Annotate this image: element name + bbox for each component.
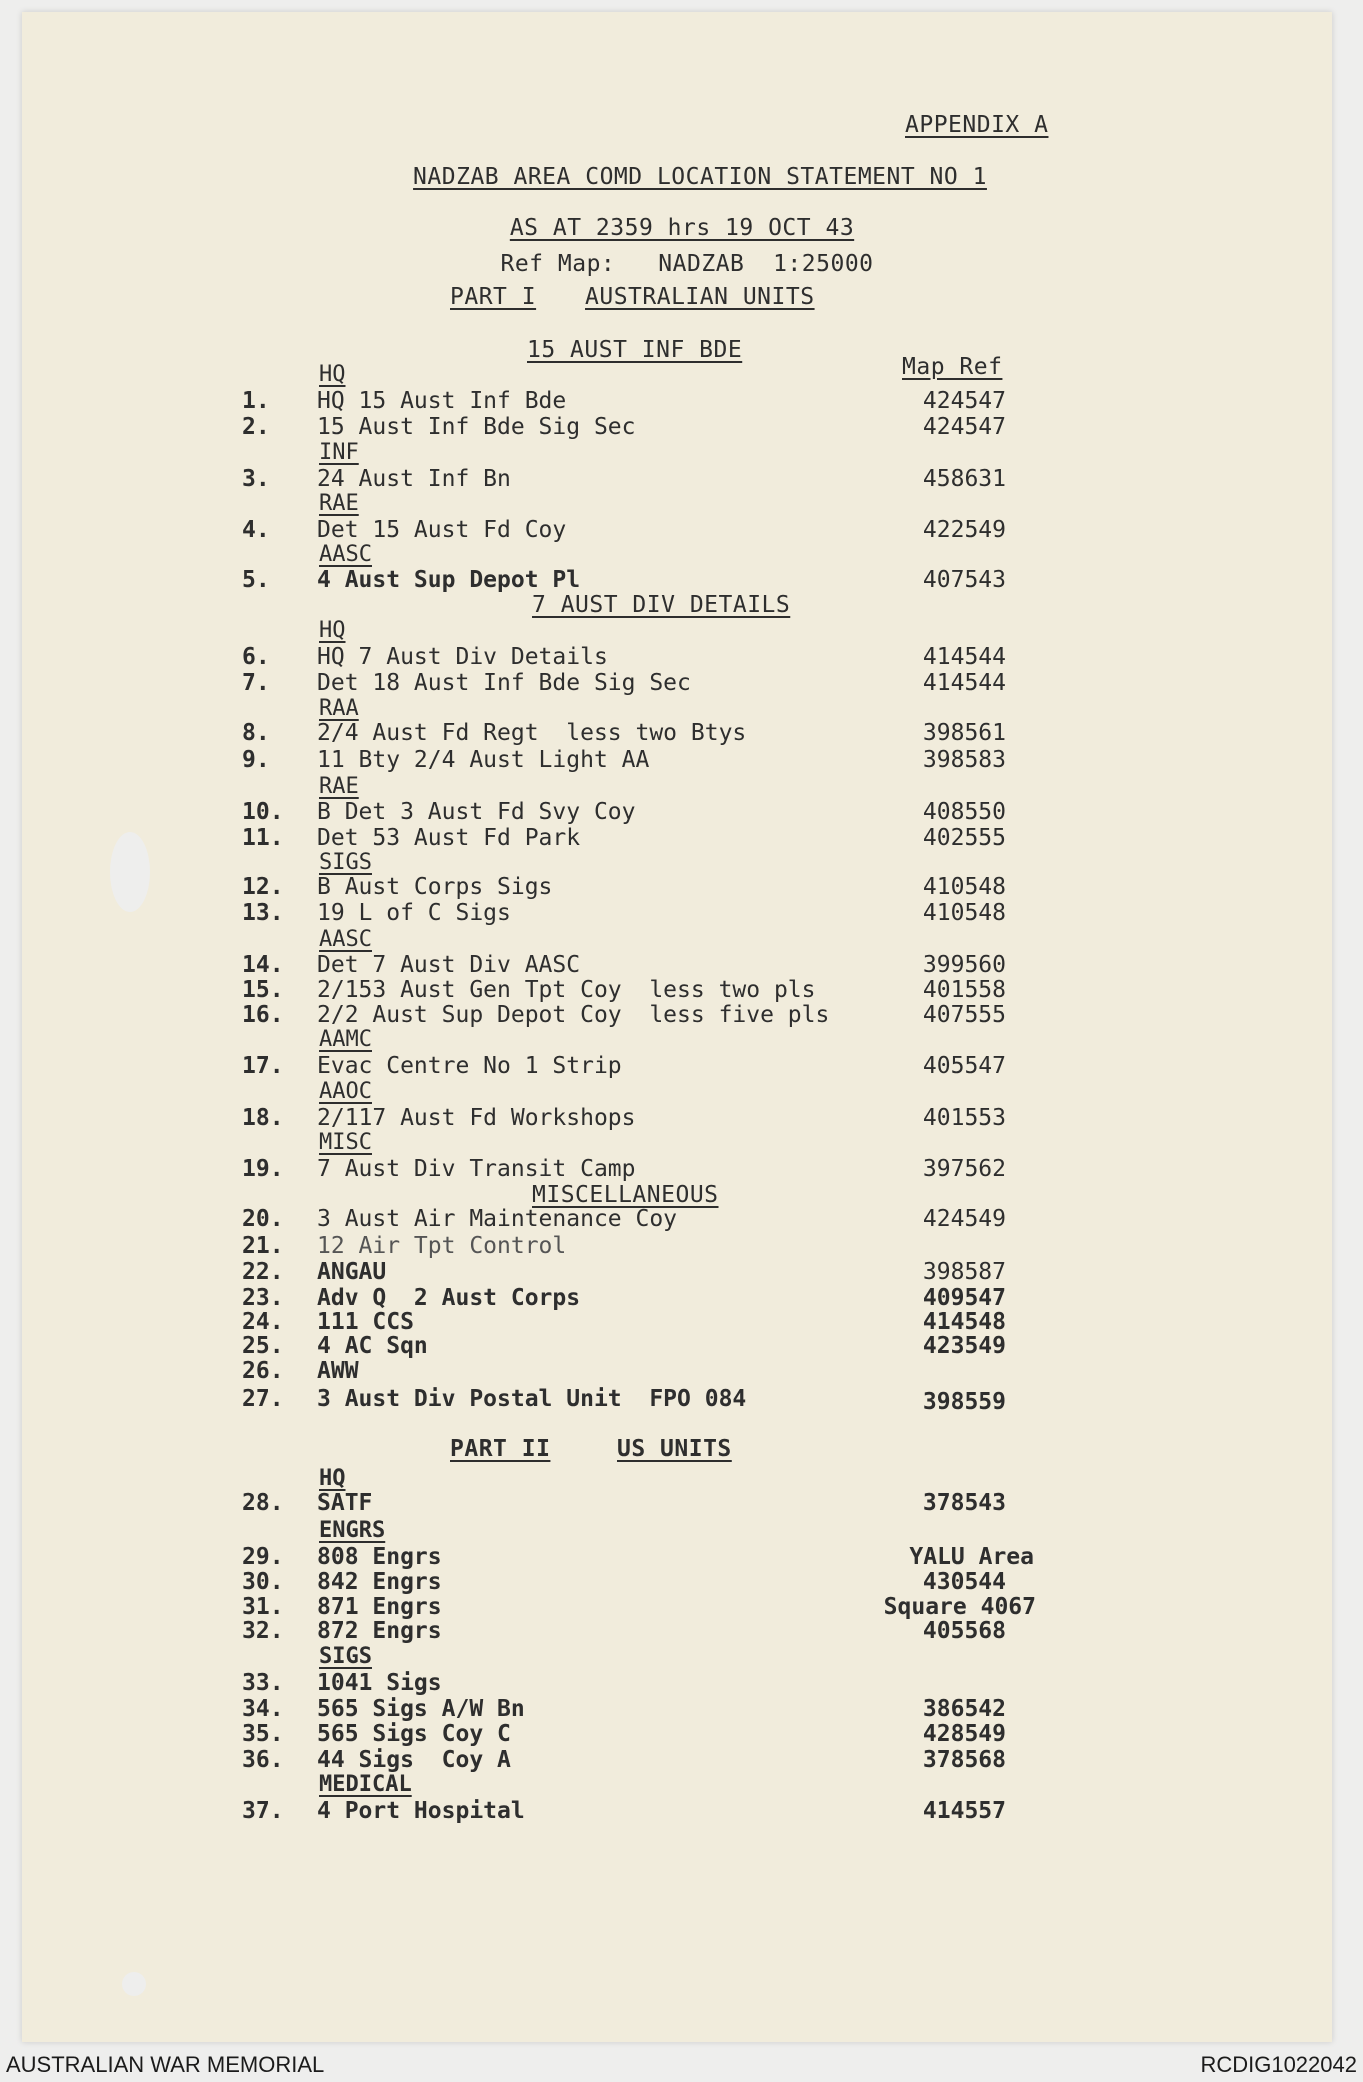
map-ref: 430544 (922, 1569, 1006, 1595)
unit-name: Evac Centre No 1 Strip (317, 1053, 622, 1079)
appendix-label: APPENDIX A (905, 112, 1049, 138)
unit-name: Det 7 Aust Div AASC (317, 952, 581, 978)
unit-name: 3 Aust Air Maintenance Coy (317, 1206, 678, 1232)
group-heading-15-aust-inf-bde: 15 AUST INF BDE (527, 337, 743, 363)
row-number: 5. (242, 567, 270, 593)
unit-name: 2/117 Aust Fd Workshops (317, 1105, 636, 1131)
map-ref: 424549 (922, 1206, 1006, 1232)
row-number: 26. (242, 1358, 284, 1384)
row-number: 23. (242, 1285, 284, 1311)
row-number: 25. (242, 1333, 284, 1359)
map-ref: 386542 (922, 1696, 1006, 1722)
group-heading-miscellaneous: MISCELLANEOUS (532, 1182, 719, 1208)
map-ref: 408550 (922, 799, 1006, 825)
map-ref: 407555 (922, 1002, 1006, 1028)
map-ref: 458631 (922, 466, 1006, 492)
row-number: 9. (242, 747, 270, 773)
unit-name: 1041 Sigs (317, 1670, 442, 1696)
unit-name: B Aust Corps Sigs (317, 874, 553, 900)
map-ref: 414557 (922, 1798, 1006, 1824)
map-ref: 407543 (922, 567, 1006, 593)
map-ref: 398587 (922, 1259, 1006, 1285)
unit-name: ANGAU (317, 1259, 387, 1285)
map-ref: 402555 (922, 825, 1006, 851)
row-number: 28. (242, 1490, 284, 1516)
section-rae: RAE (319, 774, 359, 799)
row-number: 18. (242, 1105, 284, 1131)
unit-name: HQ 7 Aust Div Details (317, 644, 608, 670)
map-ref: 424547 (922, 388, 1006, 414)
unit-name: 2/2 Aust Sup Depot Coy less five pls (317, 1002, 830, 1028)
map-ref: 401553 (922, 1105, 1006, 1131)
map-ref: 414544 (922, 644, 1006, 670)
map-ref: 422549 (922, 517, 1006, 543)
section-aamc: AAMC (319, 1027, 372, 1052)
map-ref: 398583 (922, 747, 1006, 773)
unit-name: AWW (317, 1358, 359, 1384)
row-number: 11. (242, 825, 284, 851)
map-ref-heading: Map Ref (902, 354, 1003, 380)
unit-name: 12 Air Tpt Control (317, 1233, 567, 1259)
map-ref: 424547 (922, 414, 1006, 440)
row-number: 6. (242, 644, 270, 670)
row-number: 8. (242, 720, 270, 746)
punch-hole (110, 832, 150, 912)
map-ref: 378543 (922, 1490, 1006, 1516)
map-ref: 378568 (922, 1747, 1006, 1773)
row-number: 4. (242, 517, 270, 543)
unit-name: 808 Engrs (317, 1544, 442, 1570)
row-number: 1. (242, 388, 270, 414)
section-sigs: SIGS (319, 850, 372, 875)
part2-label: PART II (450, 1436, 551, 1462)
row-number: 34. (242, 1696, 284, 1722)
section-misc: MISC (319, 1130, 372, 1155)
map-ref: 398561 (922, 720, 1006, 746)
section-hq: HQ (319, 1466, 346, 1491)
map-ref: 399560 (922, 952, 1006, 978)
unit-name: 19 L of C Sigs (317, 900, 511, 926)
row-number: 14. (242, 952, 284, 978)
section-hq: HQ (319, 362, 346, 387)
row-number: 33. (242, 1670, 284, 1696)
unit-name: 11 Bty 2/4 Aust Light AA (317, 747, 650, 773)
row-number: 13. (242, 900, 284, 926)
unit-name: 4 AC Sqn (317, 1333, 428, 1359)
section-inf: INF (319, 440, 359, 465)
section-aasc: AASC (319, 927, 372, 952)
row-number: 16. (242, 1002, 284, 1028)
section-aasc: AASC (319, 542, 372, 567)
map-ref: 410548 (922, 900, 1006, 926)
section-aaoc: AAOC (319, 1079, 372, 1104)
row-number: 15. (242, 977, 284, 1003)
unit-name: 565 Sigs A/W Bn (317, 1696, 525, 1722)
row-number: 35. (242, 1721, 284, 1747)
map-ref: 410548 (922, 874, 1006, 900)
punch-hole (122, 1972, 146, 1996)
row-number: 36. (242, 1747, 284, 1773)
document-title: NADZAB AREA COMD LOCATION STATEMENT NO 1 (413, 164, 987, 190)
unit-name: 842 Engrs (317, 1569, 442, 1595)
map-ref: YALU Area (909, 1544, 1034, 1570)
unit-name: 565 Sigs Coy C (317, 1721, 511, 1747)
row-number: 12. (242, 874, 284, 900)
ref-map-line: Ref Map: NADZAB 1:25000 (500, 251, 874, 277)
row-number: 37. (242, 1798, 284, 1824)
row-number: 22. (242, 1259, 284, 1285)
unit-name: 24 Aust Inf Bn (317, 466, 511, 492)
unit-name: 15 Aust Inf Bde Sig Sec (317, 414, 636, 440)
section-hq: HQ (319, 618, 346, 643)
unit-name: 4 Port Hospital (317, 1798, 525, 1824)
part2-title: US UNITS (617, 1436, 732, 1462)
row-number: 27. (242, 1386, 284, 1412)
unit-name: 111 CCS (317, 1309, 414, 1335)
map-ref: 405568 (922, 1618, 1006, 1644)
map-ref: 397562 (922, 1156, 1006, 1182)
unit-name: 872 Engrs (317, 1618, 442, 1644)
unit-name: B Det 3 Aust Fd Svy Coy (317, 799, 636, 825)
section-rae: RAE (319, 491, 359, 516)
unit-name: Adv Q 2 Aust Corps (317, 1285, 581, 1311)
row-number: 19. (242, 1156, 284, 1182)
row-number: 24. (242, 1309, 284, 1335)
row-number: 31. (242, 1594, 284, 1620)
unit-name: SATF (317, 1490, 373, 1516)
unit-name: Det 15 Aust Fd Coy (317, 517, 567, 543)
row-number: 2. (242, 414, 270, 440)
map-ref: 398559 (922, 1389, 1006, 1415)
row-number: 17. (242, 1053, 284, 1079)
section-medical: MEDICAL (319, 1772, 412, 1797)
unit-name: 871 Engrs (317, 1594, 442, 1620)
row-number: 7. (242, 670, 270, 696)
footer-id: RCDIG1022042 (1200, 2052, 1357, 2077)
map-ref: Square 4067 (883, 1594, 1036, 1620)
row-number: 30. (242, 1569, 284, 1595)
unit-name: 2/4 Aust Fd Regt less two Btys (317, 720, 747, 746)
map-ref: 409547 (922, 1285, 1006, 1311)
row-number: 3. (242, 466, 270, 492)
group-heading-7-aust-div: 7 AUST DIV DETAILS (532, 592, 791, 618)
row-number: 29. (242, 1544, 284, 1570)
section-raa: RAA (319, 696, 359, 721)
map-ref: 428549 (922, 1721, 1006, 1747)
unit-name: HQ 15 Aust Inf Bde (317, 388, 567, 414)
map-ref: 423549 (922, 1333, 1006, 1359)
as-at-line: AS AT 2359 hrs 19 OCT 43 (509, 215, 855, 241)
row-number: 21. (242, 1233, 284, 1259)
map-ref: 414548 (922, 1309, 1006, 1335)
unit-name: Det 53 Aust Fd Park (317, 825, 581, 851)
unit-name: 7 Aust Div Transit Camp (317, 1156, 636, 1182)
unit-name: 2/153 Aust Gen Tpt Coy less two pls (317, 977, 816, 1003)
row-number: 20. (242, 1206, 284, 1232)
footer-source: AUSTRALIAN WAR MEMORIAL (6, 2052, 325, 2077)
map-ref: 414544 (922, 670, 1006, 696)
section-sigs: SIGS (319, 1644, 372, 1669)
row-number: 32. (242, 1618, 284, 1644)
document-page (22, 12, 1332, 2042)
unit-name: 3 Aust Div Postal Unit FPO 084 (317, 1386, 747, 1412)
map-ref: 401558 (922, 977, 1006, 1003)
section-engrs: ENGRS (319, 1518, 386, 1543)
row-number: 10. (242, 799, 284, 825)
part1-title: AUSTRALIAN UNITS (585, 284, 815, 310)
unit-name: Det 18 Aust Inf Bde Sig Sec (317, 670, 691, 696)
part1-label: PART I (450, 284, 537, 310)
map-ref: 405547 (922, 1053, 1006, 1079)
unit-name: 44 Sigs Coy A (317, 1747, 511, 1773)
unit-name: 4 Aust Sup Depot Pl (317, 567, 581, 593)
